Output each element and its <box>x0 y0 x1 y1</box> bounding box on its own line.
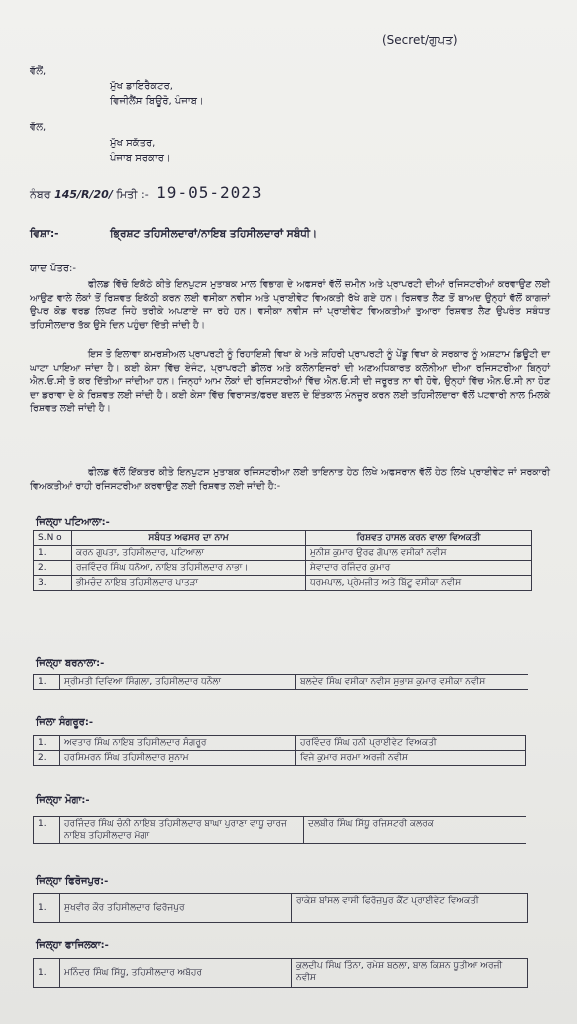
row-sn: 1. <box>34 675 60 690</box>
paragraph-3-text: ਫੀਲਡ ਵੱਲੋਂ ਇੱਕਤਰ ਕੀਤੇ ਇਨਪੁਟਸ ਮੁਤਾਬਕ ਰਜਿਸਟਰੀਆ ਲਈ ਤਾਇਨਾਤ ਹੇਠ ਲਿਖੇ ਅਫਸਰਾਨ ਵੱਲੋਂ ਹੇਠ ਲਿਖੇ ਪ੍ਰਾਈਵੇਟ ਜਾਂ ਸਰਕਾਰੀ ਵਿਅਕਤੀਆਂ ਰਾਹੀ ਰਜਿਸਟਰੀਆ ਕਰਵਾਉਣ ਲਈ ਰਿਸ਼ਵਤ ਲਈ ਜਾਂਦੀ ਹੈ:- <box>30 467 550 492</box>
table-row <box>34 561 532 576</box>
col-sn-header: S.N o <box>34 531 72 546</box>
row-receiver: ਧਰਮਪਾਲ, ਪ੍ਰੇਮਜੀਤ ਅਤੇ ਬਿੱਟੂ ਵਸੀਕਾ ਨਵੀਸ <box>306 576 532 591</box>
ref-prefix: ਨੰਬਰ <box>30 188 51 201</box>
row-officer: ਭੀਮਚੰਦ ਨਾਇਬ ਤਹਿਸੀਲਦਾਰ ਪਾਤੜਾ <box>72 576 306 591</box>
row-sn: 3. <box>34 576 72 591</box>
body-paragraph-1 <box>30 278 550 332</box>
table-row <box>34 817 526 844</box>
table-row <box>34 675 528 690</box>
officer-table <box>33 530 532 591</box>
officer-table <box>33 958 528 988</box>
table-row <box>34 736 526 751</box>
body-paragraph-2 <box>30 348 550 416</box>
from-line-1: ਮੁੱਖ ਡਾਇਰੈਕਟਰ, <box>110 81 173 92</box>
row-sn: 1. <box>34 959 60 988</box>
subject-line <box>30 228 317 241</box>
row-officer: ਰਜਵਿੰਦਰ ਸਿੰਘ ਧਨੋਆ, ਨਾਇਬ ਤਹਿਸੀਲਦਾਰ ਨਾਭਾ। <box>72 561 306 576</box>
table-row <box>34 959 528 988</box>
row-sn: 1. <box>34 894 60 923</box>
table-row <box>34 751 526 766</box>
from-line-2: ਵਿਜੀਲੈਂਸ ਬਿਊਰੋ, ਪੰਜਾਬ। <box>110 96 204 107</box>
ref-number: 145/R/20/ <box>54 188 113 201</box>
row-officer: ਮਨਿੰਦਰ ਸਿੰਘ ਸਿੱਧੂ, ਤਹਿਸੀਲਦਾਰ ਅਬੋਹਰ <box>60 959 292 988</box>
row-receiver: ਮੁਨੀਸ਼ ਕੁਮਾਰ ਉਰਫ ਗੋਪਾਲ ਵਸੀਕਾਂ ਨਵੀਸ <box>306 546 532 561</box>
row-sn: 1. <box>34 817 60 844</box>
date-value: 19-05-2023 <box>156 183 263 202</box>
district-heading: ਜਿਲ੍ਹਾ ਮੋਗਾ:- <box>36 795 90 806</box>
body-paragraph-3 <box>30 466 550 493</box>
reference-letter-label: ਯਾਦ ਪੱਤਰ:- <box>30 263 77 274</box>
row-sn: 1. <box>34 546 72 561</box>
officer-table <box>33 674 528 690</box>
row-officer: ਅਵਤਾਰ ਸਿੰਘ ਨਾਇਬ ਤਹਿਸੀਲਦਾਰ ਸੰਗਰੂਰ <box>60 736 296 751</box>
row-officer: ਸ੍ਰੀਮਤੀ ਦਿਵਿਆ ਸਿੰਗਲਾ, ਤਹਿਸੀਲਦਾਰ ਧਨੌਲਾ <box>60 675 296 690</box>
district-heading: ਜਿਲ੍ਹਾ ਬਰਨਾਲਾ:- <box>36 658 105 669</box>
col-officer-header: ਸਬੰਧਤ ਅਫਸਰ ਦਾ ਨਾਮ <box>72 531 306 546</box>
row-officer: ਹਰਸਿਮਰਨ ਸਿੰਘ ਤਹਿਸੀਲਦਾਰ ਸੁਨਾਮ <box>60 751 296 766</box>
row-officer: ਸੁਖਵੀਰ ਕੌਰ ਤਹਿਸੀਲਦਾਰ ਫਿਰੋਜਪੁਰ <box>60 894 292 923</box>
paragraph-2-text: ਇਸ ਤੋ ਇਲਾਵਾ ਕਮਰਸ਼ੀਅਲ ਪ੍ਰਾਪਰਟੀ ਨੂੰ ਰਿਹਾਇਸ਼ੀ ਵਿਖਾ ਕੇ ਅਤੇ ਸ਼ਹਿਰੀ ਪ੍ਰਾਪਰਟੀ ਨੂੰ ਪੇਂਡੂ ਵਿਖਾ ਕੇ ਸਰਕਾਰ ਨੂੰ ਅਸ਼ਟਾਮ ਡਿਊਟੀ ਦਾ ਘਾਟਾ ਪਾਇਆ ਜਾਂਦਾ ਹੈ। ਕਈ ਕੇਸਾ ਵਿੱਚ ਏਜੰਟ, ਪ੍ਰਾਪਰਟੀ ਡੀਲਰ ਅਤੇ ਕਲੋਨਾਇਜਰਾਂ ਦੀ ਅਣਅਧਿਕਾਰਤ ਕਲੋਨੀਆ ਦੀਆ ਰਜਿਸਟਰੀਆ ਬਿਨ੍ਹਾਂ ਐਨ.ਓ.ਸੀ ਤੋ ਕਰ ਦਿੱਤੀਆ ਜਾਂਦੀਆ ਹਨ। ਜਿਨ੍ਹਾਂ ਆਮ ਲੋਕਾਂ ਦੀ ਰਜਿਸਟਰੀਆਂ ਵਿੱਚ ਐਨ.ਓ.ਸੀ ਦੀ ਜਰੂਰਤ ਨਾ ਵੀ ਹੋਵੇ, ਉਨ੍ਹਾਂ ਵਿੱਚ ਐਨ.ਓ.ਸੀ ਨਾ ਹੋਣ ਦਾ ਡਰਾਵਾ ਦੇ ਕੇ ਰਿਸ਼ਵਤ ਲਈ ਜਾਂਦੀ ਹੈ। ਕਈ ਕੇਸਾ ਵਿੱਚ ਵਿਰਾਸਤ/ਫਰਦ ਬਦਲ ਦੇ ਇੰਤਕਾਲ ਮੰਨਜੂਰ ਕਰਨ ਲਈ ਤਹਿਸੀਲਦਾਰਾ ਵੱਲੋਂ ਪਟਵਾਰੀ ਨਾਲ ਮਿਲਕੇ ਰਿਸ਼ਵਤ ਲਈ ਜਾਂਦੀ ਹੈ। <box>30 349 550 414</box>
officer-table <box>33 816 526 844</box>
to-line-1: ਮੁੱਖ ਸਕੱਤਰ, <box>110 138 156 149</box>
district-heading: ਜਿਲ੍ਹਾ ਫਾਜਿਲਕਾ:- <box>36 940 109 951</box>
row-sn: 2. <box>34 561 72 576</box>
paragraph-1-text: ਫੀਲਡ ਵਿੱਚੋ ਇਕੱਠੇ ਕੀਤੇ ਇਨਪੁਟਸ ਮੁਤਾਬਕ ਮਾਲ ਵਿਭਾਗ ਦੇ ਅਫਸਰਾਂ ਵੱਲੋਂ ਜ਼ਮੀਨ ਅਤੇ ਪ੍ਰਾਪਰਟੀ ਦੀਆਂ ਰਜਿਸਟਰੀਆਂ ਕਰਵਾਉਣ ਲਈ ਆਉਣ ਵਾਲੇ ਲੋਕਾਂ ਤੋਂ ਰਿਸ਼ਵਤ ਇਕੱਠੀ ਕਰਨ ਲਈ ਵਸੀਕਾ ਨਵੀਸ ਅਤੇ ਪ੍ਰਾਈਵੇਟ ਵਿਅਕਤੀ ਰੱਖੇ ਗਏ ਹਨ। ਰਿਸ਼ਵਤ ਲੈਣ ਤੋਂ ਬਾਅਦ ਉਨ੍ਹਾਂ ਵੱਲੋਂ ਕਾਗਜ਼ਾਂ ਉਪਰ ਕੋਡ ਵਰਡ ਲਿਖਣ ਜਿਹੇ ਤਰੀਕੇ ਅਪਣਾਏ ਜਾ ਰਹੇ ਹਨ। ਵਸੀਕਾ ਨਵੀਸ ਜਾਂ ਪ੍ਰਾਈਵੇਟ ਵਿਅਕਤੀਆਂ ਤੁਆਰਾ ਰਿਸ਼ਵਤ ਲੈਣ ਉਪਰੰਤ ਸਬੰਧਤ ਤਹਿਸੀਲਦਾਰ ਤੱਕ ਉਸੇ ਦਿਨ ਪਹੁੰਚਾ ਦਿੱਤੀ ਜਾਂਦੀ ਹੈ। <box>30 279 550 331</box>
to-line-2: ਪੰਜਾਬ ਸਰਕਾਰ। <box>110 153 171 164</box>
row-receiver: ਕੁਲਦੀਪ ਸਿੰਘ ਤਿੰਨਾ, ਰਮੇਸ਼ ਬਠਲਾ, ਬਾਲ ਕਿਸ਼ਨ ਧੂਤੀਆ ਅਰਜੀ ਨਵੀਸ <box>292 959 528 988</box>
row-sn: 1. <box>34 736 60 751</box>
officer-table <box>33 893 528 923</box>
row-receiver: ਰਾਕੇਸ਼ ਬਾਂਸਲ ਵਾਸੀ ਫਿਰੋਜ਼ਪੁਰ ਕੈਂਟ ਪ੍ਰਾਈਵੇਟ ਵਿਅਕਤੀ <box>292 894 528 923</box>
subject-text: ਭ੍ਰਿਸ਼ਟ ਤਹਿਸੀਲਦਾਰਾਂ/ਨਾਇਬ ਤਹਿਸੀਲਦਾਰਾਂ ਸਬੰਧੀ। <box>110 228 318 240</box>
district-heading: ਜਿਲ੍ਹਾ ਫਿਰੋਜਪੁਰ:- <box>36 876 109 887</box>
classification-label: (Secret/ਗੁਪਤ) <box>382 33 458 47</box>
from-label: ਵੱਲੋਂ, <box>30 66 47 77</box>
row-sn: 2. <box>34 751 60 766</box>
table-header-row <box>34 531 532 546</box>
subject-label: ਵਿਸ਼ਾ:- <box>30 228 59 240</box>
row-receiver: ਸੇਵਾਦਾਰ ਰਜਿੰਦਰ ਕੁਮਾਰ <box>306 561 532 576</box>
to-label: ਵੱਲ, <box>30 122 47 133</box>
table-row <box>34 894 528 923</box>
date-label: ਮਿਤੀ :- <box>116 188 149 201</box>
district-heading: ਜਿਲਾ ਸੰਗਰੂਰ:- <box>36 717 94 728</box>
row-receiver: ਵਿਜੇ ਕੁਮਾਰ ਸਰਮਾ ਅਰਜੀ ਨਵੀਸ <box>296 751 526 766</box>
row-officer: ਹਰਜਿੰਦਰ ਸਿੰਘ ਚੰਨੀ ਨਾਇਬ ਤਹਿਸੀਲਦਾਰ ਬਾਘਾ ਪੁਰਾਣਾ ਵਾਧੂ ਚਾਰਜ ਨਾਇਬ ਤਹਿਸੀਲਦਾਰ ਮੋਗਾ <box>60 817 304 844</box>
row-receiver: ਹਰਵਿੰਦਰ ਸਿੰਘ ਹਨੀ ਪ੍ਰਾਈਵੇਟ ਵਿਅਕਤੀ <box>296 736 526 751</box>
table-row <box>34 576 532 591</box>
reference-line <box>30 183 263 202</box>
col-receiver-header: ਰਿਸ਼ਵਤ ਹਾਸਲ ਕਰਨ ਵਾਲਾ ਵਿਅਕਤੀ <box>306 531 532 546</box>
district-heading: ਜਿਲ੍ਹਾ ਪਟਿਆਲਾ:- <box>36 517 110 528</box>
row-officer: ਕਰਨ ਗੁਪਤਾ, ਤਹਿਸੀਲਦਾਰ, ਪਟਿਆਲਾ <box>72 546 306 561</box>
row-receiver: ਦਲਬੀਰ ਸਿੰਘ ਸਿੱਧੂ ਰਜਿਸਟਰੀ ਕਲਰਕ <box>304 817 526 844</box>
officer-table <box>33 735 526 766</box>
table-row <box>34 546 532 561</box>
row-receiver: ਬਲਦੇਵ ਸਿੰਘ ਵਸੀਕਾ ਨਵੀਸ ਸੁਭਾਸ਼ ਕੁਮਾਰ ਵਸੀਕਾ ਨਵੀਸ <box>296 675 528 690</box>
